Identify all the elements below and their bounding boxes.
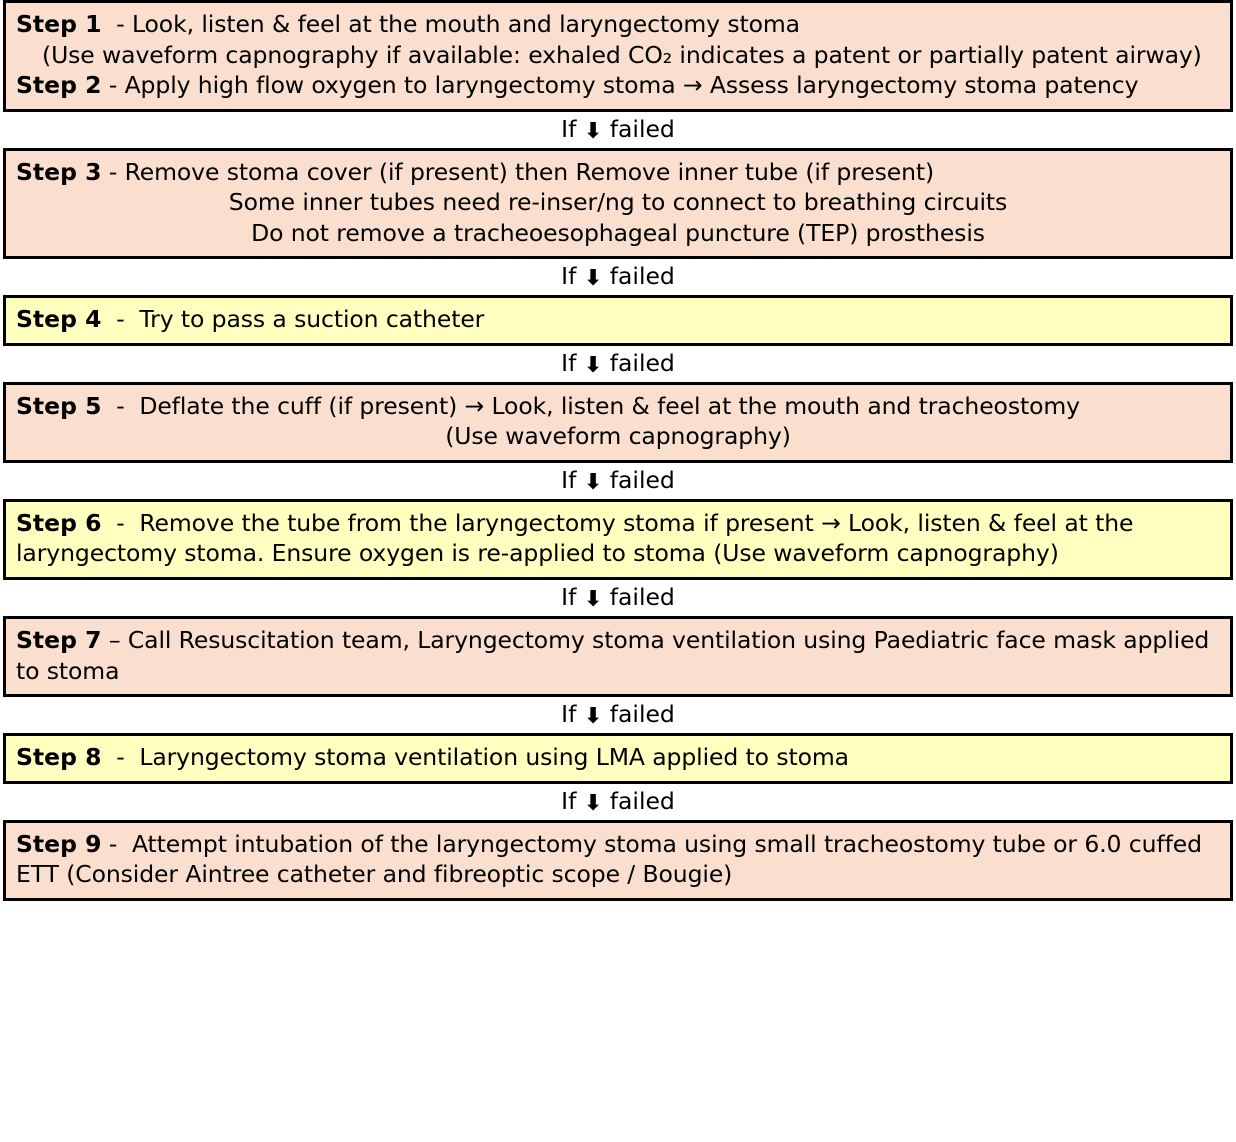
step-separator: - bbox=[101, 391, 140, 420]
connector-suffix: failed bbox=[602, 465, 675, 494]
step-8-box bbox=[3, 733, 1233, 784]
step-label: Step 3 bbox=[16, 157, 102, 186]
step-label: Step 8 bbox=[16, 743, 102, 772]
step-text: Laryngectomy stoma ventilation using LMA applied to stoma bbox=[139, 743, 849, 772]
connector-prefix: If bbox=[561, 114, 584, 143]
arrow-down-icon: ⬇ bbox=[583, 469, 603, 495]
step-separator: – bbox=[101, 626, 128, 655]
connector-prefix: If bbox=[561, 700, 584, 729]
connector-prefix: If bbox=[561, 262, 584, 291]
step-text: Apply high flow oxygen to laryngectomy stoma → Assess laryngectomy stoma patency bbox=[124, 71, 1139, 100]
step-5-line-2 bbox=[16, 421, 1220, 452]
connector-if-failed-5 bbox=[0, 580, 1236, 616]
connector-suffix: failed bbox=[602, 262, 675, 291]
arrow-down-icon: ⬇ bbox=[583, 704, 603, 730]
step-label: Step 6 bbox=[16, 508, 102, 537]
step-text: Remove stoma cover (if present) then Remove inner tube (if present) bbox=[124, 157, 935, 186]
step-4-box bbox=[3, 295, 1233, 346]
step-4-line-1 bbox=[16, 304, 1220, 335]
connector-if-failed-1 bbox=[0, 112, 1236, 148]
step-label: Step 9 bbox=[16, 829, 102, 858]
step-7-line-1 bbox=[16, 625, 1220, 686]
connector-prefix: If bbox=[561, 583, 584, 612]
connector-suffix: failed bbox=[602, 114, 675, 143]
connector-suffix: failed bbox=[602, 583, 675, 612]
step-text: (Use waveform capnography) bbox=[445, 422, 791, 451]
step-separator: - bbox=[101, 157, 125, 186]
step-5-box bbox=[3, 382, 1233, 463]
step-text: (Use waveform capnography if available: exhaled CO₂ indicates a patent or partially patent airway) bbox=[42, 40, 1202, 69]
connector-if-failed-4 bbox=[0, 463, 1236, 499]
step-separator: - bbox=[101, 71, 125, 100]
step-label: Step 4 bbox=[16, 305, 102, 334]
step-8-line-1 bbox=[16, 742, 1220, 773]
step-6-box bbox=[3, 499, 1233, 580]
step-7-box bbox=[3, 616, 1233, 697]
step-text: Do not remove a tracheoesophageal puncture (TEP) prosthesis bbox=[251, 218, 985, 247]
step-1-2-line-1 bbox=[16, 9, 1220, 40]
step-text: Call Resuscitation team, Laryngectomy stoma ventilation using Paediatric face mask applied to stoma bbox=[16, 626, 1217, 685]
connector-suffix: failed bbox=[602, 786, 675, 815]
connector-if-failed-3 bbox=[0, 346, 1236, 382]
connector-prefix: If bbox=[561, 786, 584, 815]
step-text: Look, listen & feel at the mouth and laryngectomy stoma bbox=[131, 10, 800, 38]
step-9-box bbox=[3, 820, 1233, 901]
connector-prefix: If bbox=[561, 465, 584, 494]
step-1-2-line-2 bbox=[16, 40, 1220, 71]
connector-if-failed-6 bbox=[0, 697, 1236, 733]
step-separator: - bbox=[101, 10, 132, 38]
step-label: Step 7 bbox=[16, 626, 102, 655]
step-text: Try to pass a suction catheter bbox=[139, 305, 485, 334]
arrow-down-icon: ⬇ bbox=[583, 118, 603, 144]
step-3-line-2 bbox=[16, 187, 1220, 218]
step-text: Some inner tubes need re-inser/ng to connect to breathing circuits bbox=[228, 188, 1008, 217]
connector-if-failed-2 bbox=[0, 259, 1236, 295]
step-3-box bbox=[3, 148, 1233, 260]
arrow-down-icon: ⬇ bbox=[583, 266, 603, 292]
arrow-down-icon: ⬇ bbox=[583, 790, 603, 816]
step-separator: - bbox=[101, 743, 140, 772]
step-separator: - bbox=[101, 829, 132, 858]
step-1-2-box bbox=[3, 0, 1233, 112]
step-label: Step 1 bbox=[16, 10, 102, 38]
connector-if-failed-7 bbox=[0, 784, 1236, 820]
step-1-2-line-3 bbox=[16, 70, 1220, 101]
arrow-down-icon: ⬇ bbox=[583, 587, 603, 613]
step-text: Attempt intubation of the laryngectomy stoma using small tracheostomy tube or 6.0 cuffed ETT (Consider Aintree catheter and fibreoptic scope / Bougie) bbox=[16, 829, 1210, 889]
step-label: Step 2 bbox=[16, 71, 102, 100]
step-label: Step 5 bbox=[16, 391, 102, 420]
connector-suffix: failed bbox=[602, 348, 675, 377]
connector-suffix: failed bbox=[602, 700, 675, 729]
connector-prefix: If bbox=[561, 348, 584, 377]
step-5-line-1 bbox=[16, 391, 1220, 422]
step-separator: - bbox=[101, 305, 140, 334]
step-text: Remove the tube from the laryngectomy stoma if present → Look, listen & feel at the laryngectomy stoma. Ensure oxygen is re-applied to stoma (Use waveform capnography) bbox=[16, 508, 1141, 568]
step-text: Deflate the cuff (if present) → Look, listen & feel at the mouth and tracheostomy bbox=[139, 391, 1080, 420]
step-separator: - bbox=[101, 508, 140, 537]
step-3-line-3 bbox=[16, 218, 1220, 249]
arrow-down-icon: ⬇ bbox=[583, 352, 603, 378]
step-3-line-1 bbox=[16, 157, 1220, 188]
step-9-line-1 bbox=[16, 829, 1220, 890]
step-6-line-1 bbox=[16, 508, 1220, 569]
